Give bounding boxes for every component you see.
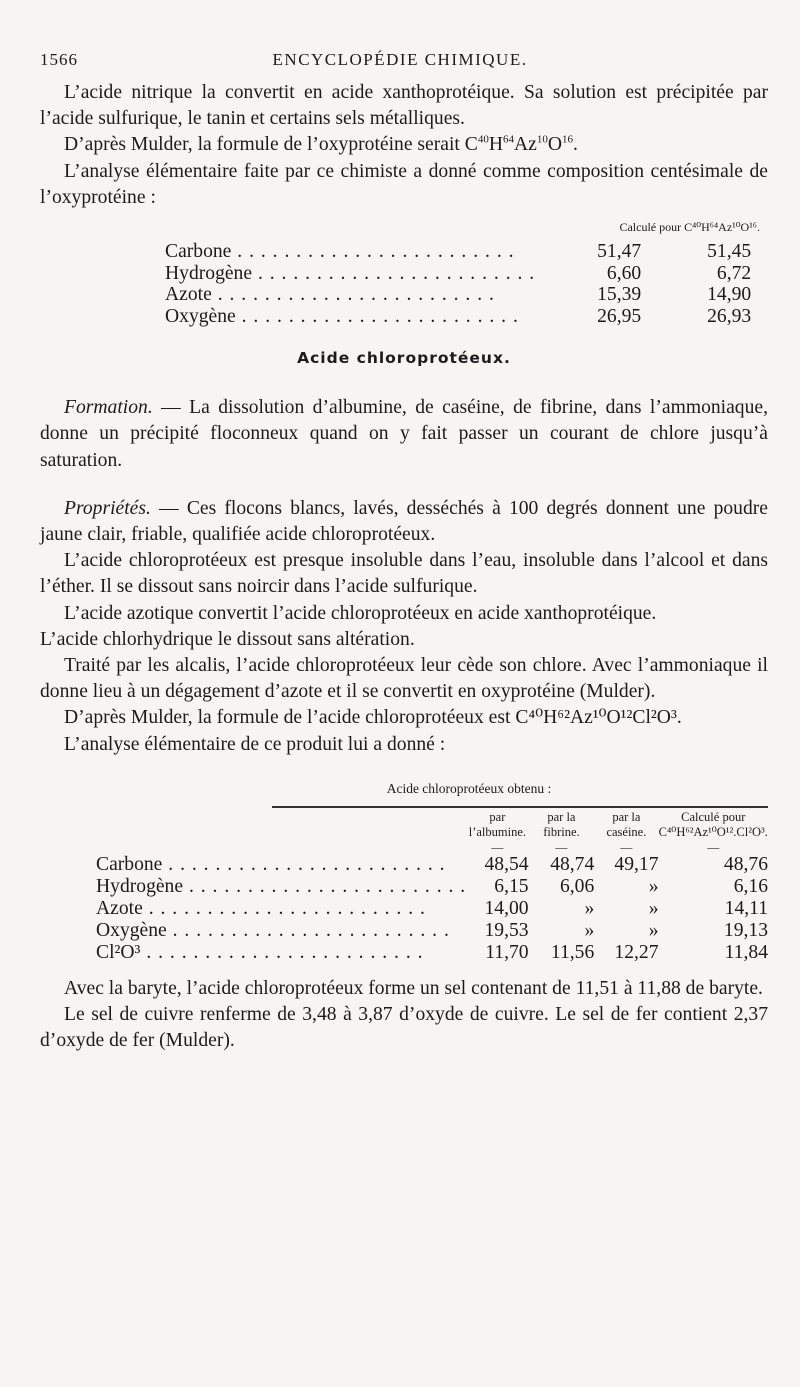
analysis-table: [40, 810, 768, 964]
paragraph: L’analyse élémentaire de ce produit lui a donné :: [64, 733, 446, 755]
table-row: [165, 306, 751, 328]
table-header-row: [40, 810, 768, 840]
element-name: Carbone: [165, 241, 232, 263]
formula-paragraph: D’après Mulder, la formule de l’oxyprotéine serait $C^{40}H^{64}Az^{10}O^{16}$.: [64, 133, 578, 156]
column-header: par la caséine.: [606, 810, 647, 840]
table-title: Acide chloroprotéeux obtenu :: [386, 780, 552, 796]
paragraph: L’acide nitrique la convertit en acide xanthoprotéique. Sa solution est précipitée par l’acide sulfurique, le tanin et certains sels métalliques.: [40, 82, 768, 130]
cell: 11,70: [485, 942, 529, 964]
paragraph: L’acide chloroprotéeux est presque insoluble dans l’eau, insoluble dans l’alcool et dans l’éther. Il se dissout sans noircir dans l’acide sulfurique.: [40, 550, 768, 598]
formula-paragraph: D’après Mulder, la formule de l’acide chloroprotéeux est C⁴⁰H⁶²Az¹⁰O¹²Cl²O³.: [64, 707, 682, 729]
table-row: [40, 898, 768, 920]
element-name: Oxygène: [96, 920, 167, 942]
cell: 48,76: [723, 854, 768, 876]
table-row: [40, 920, 768, 942]
table-row: [165, 263, 751, 285]
formation-label: Formation.: [64, 397, 153, 419]
proprietes-label: Propriétés.: [64, 497, 151, 519]
element-name: Cl²O³: [96, 942, 141, 964]
paragraph: L’analyse élémentaire faite par ce chimiste a donné comme composition centésimale de l’oxyprotéine :: [40, 160, 768, 208]
element-name: Carbone: [96, 854, 163, 876]
element-name: Hydrogène: [96, 876, 184, 898]
paragraph: Avec la baryte, l’acide chloroprotéeux forme un sel contenant de 11,51 à 11,88 de baryte.: [64, 978, 763, 1000]
found-value: 15,39: [597, 284, 642, 306]
calc-value: 51,45: [707, 241, 752, 263]
table-column-header: Calculé pour C⁴⁰H⁶⁴Az¹⁰O¹⁶.: [619, 220, 760, 235]
cell: 12,27: [614, 942, 659, 964]
table-row: [40, 942, 768, 964]
calc-value: 14,90: [707, 284, 752, 306]
element-name: Azote: [96, 898, 143, 920]
cell: 14,00: [484, 898, 529, 920]
table-row: [40, 854, 768, 876]
cell: 48,74: [550, 854, 595, 876]
cell: »: [648, 876, 659, 898]
cell: »: [584, 898, 595, 920]
column-header: par la fibrine.: [543, 810, 580, 840]
element-name: Azote: [165, 284, 212, 306]
element-name: Hydrogène: [165, 262, 253, 284]
cell: 49,17: [614, 854, 659, 876]
proprietes-paragraph: Propriétés. — Ces flocons blancs, lavés, desséchés à 100 degrés donnent une poudre jaune clair, friable, qualifiée acide chloroprotéeux.: [40, 497, 768, 546]
dash-row: — — — —: [491, 840, 720, 855]
cell: 19,13: [723, 920, 768, 942]
table-rule: [272, 806, 768, 808]
paragraph: Traité par les alcalis, l’acide chloroprotéeux leur cède son chlore. Avec l’ammoniaque il donne lieu à un dégagement d’azote et il se convertit en oxyprotéine (Mulder).: [40, 655, 768, 703]
cell: 14,11: [724, 898, 768, 920]
running-title: ENCYCLOPÉDIE CHIMIQUE.: [272, 50, 528, 69]
found-value: 51,47: [597, 241, 642, 263]
column-header: Calculé pour C⁴⁰H⁶²Az¹⁰O¹².Cl²O³.: [658, 810, 768, 840]
page-number: 1566: [40, 50, 78, 69]
calc-value: 6,72: [716, 262, 752, 284]
column-header: par l’albumine.: [468, 810, 527, 840]
running-header: [40, 50, 760, 74]
cell: 6,15: [494, 876, 529, 898]
page-body: [40, 80, 768, 1055]
found-value: 6,60: [606, 262, 642, 284]
cell: 6,06: [559, 876, 595, 898]
paragraph: L’acide azotique convertit l’acide chloroprotéeux en acide xanthoprotéique.: [64, 602, 657, 624]
cell: 6,16: [733, 876, 768, 898]
table-row: [165, 284, 751, 306]
paragraph: L’acide chlorhydrique le dissout sans altération.: [40, 628, 415, 650]
cell: 11,84: [724, 942, 768, 964]
formation-paragraph: Formation. — La dissolution d’albumine, de caséine, de fibrine, dans l’ammoniaque, donne un précipité floconneux quand on y fait passer un courant de chlore jusqu’à saturation.: [40, 397, 768, 471]
cell: »: [648, 920, 659, 942]
section-heading: Acide chloroprotéeux.: [297, 349, 511, 368]
composition-table: [165, 241, 751, 327]
cell: »: [584, 920, 595, 942]
cell: 11,56: [550, 942, 595, 964]
cell: 48,54: [484, 854, 529, 876]
table-row: [40, 876, 768, 898]
cell: »: [648, 898, 659, 920]
paragraph: Le sel de cuivre renferme de 3,48 à 3,87 d’oxyde de cuivre. Le sel de fer contient 2,37 d’oxyde de fer (Mulder).: [40, 1004, 768, 1052]
element-name: Oxygène: [165, 305, 236, 327]
found-value: 26,95: [597, 305, 642, 327]
table-row: [165, 241, 751, 263]
cell: 19,53: [484, 920, 529, 942]
calc-value: 26,93: [707, 305, 752, 327]
